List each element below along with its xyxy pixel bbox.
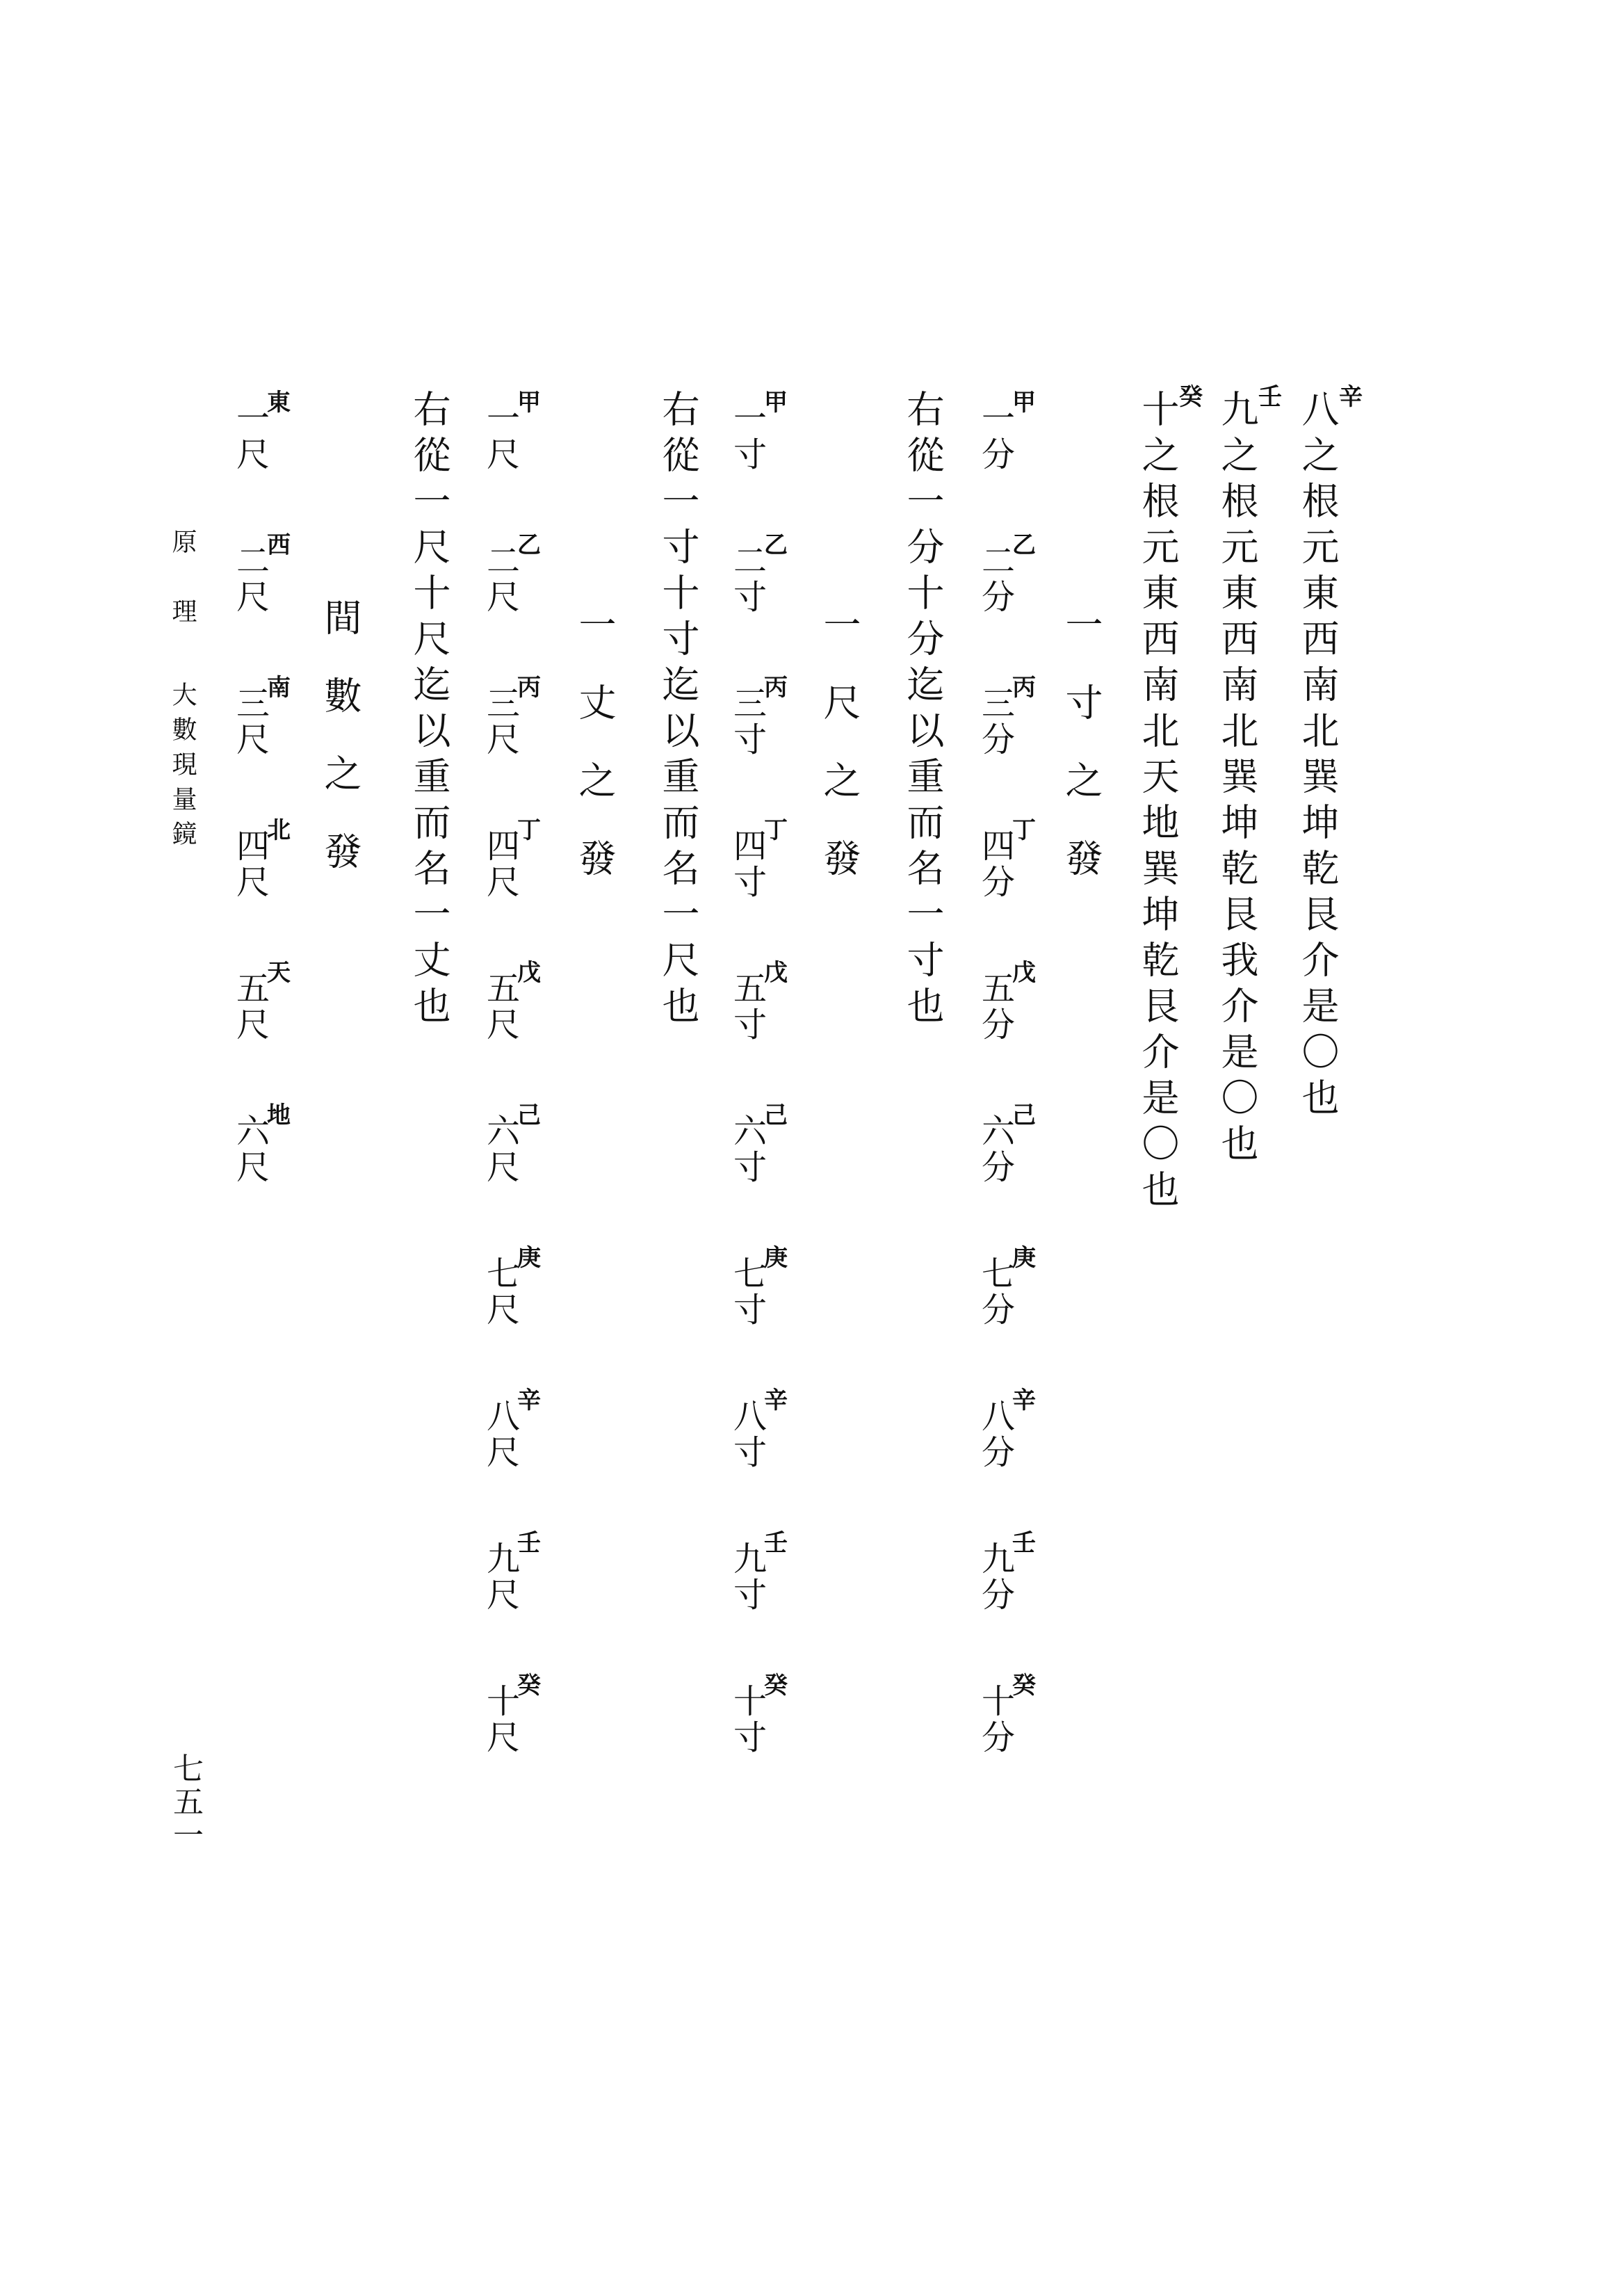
cell-unit: 分	[982, 1291, 1016, 1330]
cell-tag: 丙	[764, 674, 788, 702]
cell-tag: 辛	[764, 1387, 788, 1414]
unit-cell	[982, 960, 1051, 1043]
cell-tag: 己	[517, 1101, 541, 1129]
cell-number: 三	[487, 684, 521, 723]
cell-tag: 辛	[1012, 1387, 1036, 1414]
unit-cell	[487, 1672, 556, 1756]
intro-line-1	[1296, 383, 1371, 1124]
unit-cell	[236, 817, 306, 901]
unit-cell	[487, 389, 556, 473]
page-number: 七五一	[168, 1752, 203, 1853]
cell-number: 三	[236, 684, 270, 723]
cell-unit: 分	[982, 1576, 1016, 1615]
cell-tag: 癸	[517, 1672, 541, 1700]
unit-cell	[487, 1530, 556, 1613]
unit-cell	[982, 1530, 1051, 1613]
unit-cell	[733, 532, 803, 615]
cell-unit: 分	[982, 1433, 1016, 1472]
cell-number: 八	[733, 1397, 768, 1436]
cell-unit: 尺	[236, 578, 270, 617]
unit-cell	[487, 675, 556, 758]
cell-number: 八	[982, 1397, 1016, 1436]
cell-unit: 分	[982, 1148, 1016, 1187]
unit-cell	[733, 1387, 803, 1471]
cell-unit: 分	[982, 1006, 1016, 1044]
cell-number: 二	[236, 542, 270, 581]
cell-tag: 甲	[1012, 389, 1036, 417]
cell-number: 六	[982, 1112, 1016, 1151]
unit-cell	[236, 675, 306, 758]
section-ken-title: 間數之發	[318, 598, 362, 910]
cell-tag: 己	[1012, 1101, 1036, 1129]
cell-tag: 乙	[517, 531, 541, 559]
unit-cell	[733, 960, 803, 1043]
cell-number: 七	[982, 1254, 1016, 1293]
cell-unit: 尺	[236, 1148, 270, 1187]
cell-tag: 天	[267, 959, 291, 987]
cell-number: 二	[733, 542, 768, 581]
cell-number: 四	[236, 827, 270, 866]
unit-cell	[733, 675, 803, 758]
cell-number: 六	[733, 1112, 768, 1151]
intro-line-2-tag: 壬	[1258, 383, 1290, 411]
unit-cell	[487, 1245, 556, 1328]
intro-line-3-tag: 癸	[1179, 383, 1211, 411]
cell-number: 六	[236, 1112, 270, 1151]
cell-unit: 寸	[733, 435, 768, 474]
cell-unit: 尺	[236, 863, 270, 902]
running-head-section: 原 理	[168, 528, 197, 633]
cell-unit: 尺	[487, 1148, 521, 1187]
cell-tag: 壬	[764, 1529, 788, 1557]
running-head-book: 大數現量鏡	[168, 681, 197, 855]
cell-tag: 丁	[517, 816, 541, 844]
cell-number: 三	[982, 684, 1016, 723]
section-inch-summary: 右從一分十分迄以重而名一寸也	[901, 389, 945, 1032]
intro-line-2-text: 九之根元東西南北巽坤乾艮我介是〇也	[1215, 389, 1259, 1170]
unit-cell	[487, 817, 556, 901]
cell-tag: 丙	[517, 674, 541, 702]
cell-tag: 庚	[764, 1244, 788, 1272]
cell-tag: 戊	[517, 959, 541, 987]
cell-number: 七	[487, 1254, 521, 1293]
cell-number: 二	[982, 542, 1016, 581]
unit-cell	[733, 1102, 803, 1186]
cell-unit: 分	[982, 578, 1016, 617]
cell-number: 一	[733, 399, 768, 438]
cell-unit: 分	[982, 720, 1016, 759]
cell-unit: 寸	[733, 863, 768, 902]
intro-line-2	[1215, 383, 1290, 1170]
cell-tag: 乙	[764, 531, 788, 559]
unit-cell	[236, 532, 306, 615]
cell-number: 一	[236, 399, 270, 438]
cell-tag: 南	[267, 674, 291, 702]
unit-cell	[487, 1102, 556, 1186]
unit-cell	[982, 1672, 1051, 1756]
unit-cell	[733, 1245, 803, 1328]
cell-unit: 寸	[733, 1576, 768, 1615]
cell-number: 一	[487, 399, 521, 438]
cell-unit: 寸	[733, 578, 768, 617]
cell-unit: 尺	[236, 720, 270, 759]
cell-tag: 東	[267, 389, 291, 417]
cell-number: 五	[236, 969, 270, 1008]
unit-cell	[236, 389, 306, 473]
unit-cell	[236, 960, 306, 1043]
cell-number: 五	[487, 969, 521, 1008]
cell-tag: 北	[267, 816, 291, 844]
cell-unit: 尺	[487, 1291, 521, 1330]
intro-line-3	[1136, 383, 1211, 1216]
unit-cell	[982, 389, 1051, 473]
cell-unit: 尺	[487, 720, 521, 759]
section-inch-title: 一寸之發	[1059, 605, 1103, 917]
cell-tag: 戊	[764, 959, 788, 987]
cell-unit: 寸	[733, 1148, 768, 1187]
section-foot-summary: 右從一寸十寸迄以重而名一尺也	[656, 389, 700, 1032]
cell-tag: 甲	[764, 389, 788, 417]
cell-number: 十	[982, 1682, 1016, 1721]
unit-cell	[487, 532, 556, 615]
unit-cell	[982, 1102, 1051, 1186]
cell-number: 九	[733, 1540, 768, 1579]
unit-cell	[982, 817, 1051, 901]
cell-unit: 分	[982, 435, 1016, 474]
unit-cell	[487, 1387, 556, 1471]
unit-cell	[733, 389, 803, 473]
cell-unit: 尺	[487, 435, 521, 474]
unit-cell	[982, 1387, 1051, 1471]
cell-unit: 尺	[487, 1433, 521, 1472]
unit-cell	[733, 817, 803, 901]
cell-number: 九	[982, 1540, 1016, 1579]
cell-unit: 尺	[236, 1006, 270, 1044]
cell-number: 十	[733, 1682, 768, 1721]
intro-line-3-text: 十之根元東西南北天地巽坤乾艮介是〇也	[1136, 389, 1180, 1216]
cell-tag: 癸	[764, 1672, 788, 1700]
cell-number: 八	[487, 1397, 521, 1436]
cell-unit: 尺	[487, 863, 521, 902]
cell-tag: 戊	[1012, 959, 1036, 987]
cell-unit: 寸	[733, 720, 768, 759]
unit-cell	[982, 1245, 1051, 1328]
cell-tag: 丁	[764, 816, 788, 844]
cell-tag: 西	[267, 531, 291, 559]
cell-unit: 寸	[733, 1433, 768, 1472]
cell-tag: 庚	[1012, 1244, 1036, 1272]
cell-unit: 寸	[733, 1006, 768, 1044]
cell-tag: 癸	[1012, 1672, 1036, 1700]
unit-cell	[487, 960, 556, 1043]
unit-cell	[982, 675, 1051, 758]
unit-cell	[236, 1102, 306, 1186]
intro-line-1-text: 八之根元東西南北巽坤乾艮介是〇也	[1296, 389, 1340, 1124]
section-foot-title: 一尺之發	[818, 605, 861, 917]
cell-unit: 尺	[487, 1006, 521, 1044]
cell-unit: 分	[982, 863, 1016, 902]
cell-number: 四	[982, 827, 1016, 866]
unit-cell	[982, 532, 1051, 615]
cell-tag: 乙	[1012, 531, 1036, 559]
cell-number: 九	[487, 1540, 521, 1579]
cell-unit: 尺	[487, 1718, 521, 1757]
section-zhang-summary: 右從一尺十尺迄以重而名一丈也	[407, 389, 451, 1032]
cell-tag: 壬	[517, 1529, 541, 1557]
cell-tag: 己	[764, 1101, 788, 1129]
cell-number: 三	[733, 684, 768, 723]
unit-cell	[733, 1530, 803, 1613]
cell-number: 十	[487, 1682, 521, 1721]
cell-number: 四	[733, 827, 768, 866]
cell-tag: 丙	[1012, 674, 1036, 702]
cell-tag: 壬	[1012, 1529, 1036, 1557]
cell-unit: 尺	[236, 435, 270, 474]
unit-cell	[733, 1672, 803, 1756]
cell-tag: 辛	[517, 1387, 541, 1414]
cell-tag: 丁	[1012, 816, 1036, 844]
cell-number: 一	[982, 399, 1016, 438]
cell-number: 四	[487, 827, 521, 866]
cell-number: 五	[733, 969, 768, 1008]
intro-line-1-tag: 辛	[1339, 383, 1371, 411]
cell-number: 六	[487, 1112, 521, 1151]
cell-unit: 分	[982, 1718, 1016, 1757]
cell-tag: 庚	[517, 1244, 541, 1272]
cell-tag: 甲	[517, 389, 541, 417]
cell-unit: 尺	[487, 1576, 521, 1615]
cell-number: 七	[733, 1254, 768, 1293]
cell-number: 二	[487, 542, 521, 581]
cell-unit: 寸	[733, 1718, 768, 1757]
section-zhang-title: 一丈之發	[573, 605, 617, 917]
cell-unit: 尺	[487, 578, 521, 617]
cell-number: 五	[982, 969, 1016, 1008]
cell-unit: 寸	[733, 1291, 768, 1330]
cell-tag: 地	[267, 1101, 291, 1129]
